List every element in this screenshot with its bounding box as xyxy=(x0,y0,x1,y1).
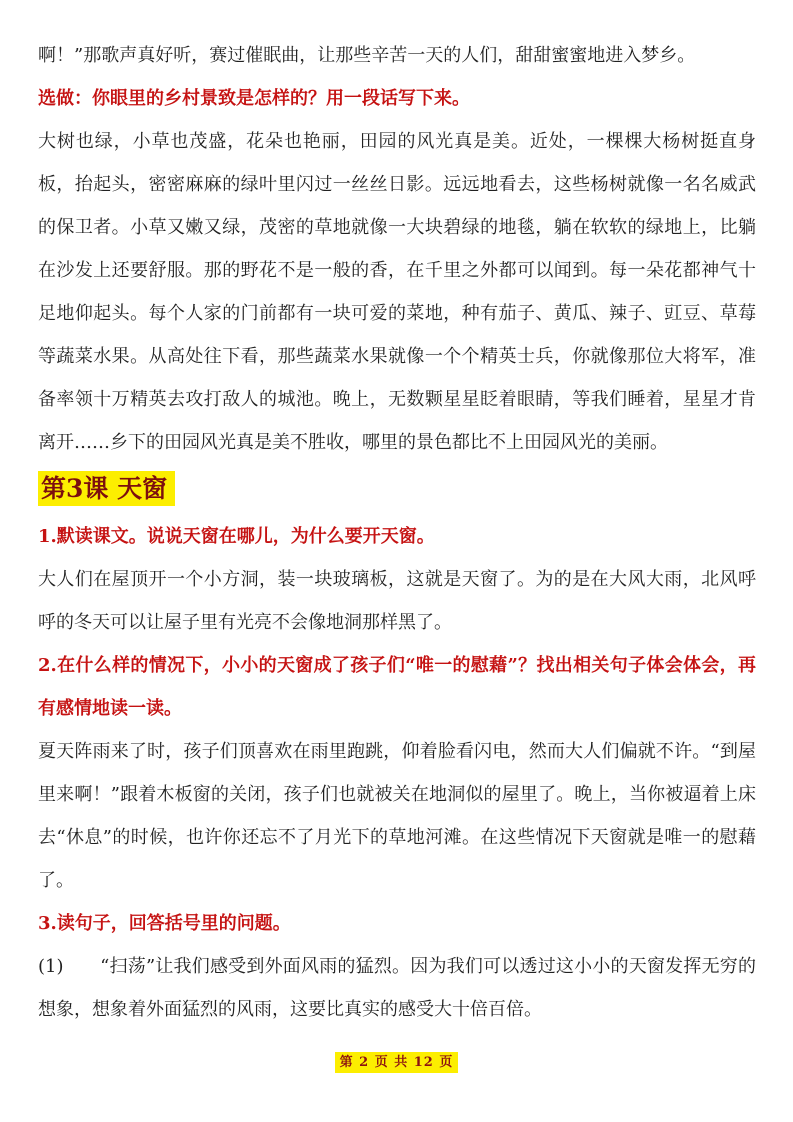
answer-3: (1) “扫荡”让我们感受到外面风雨的猛烈。因为我们可以透过这小小的天窗发挥无穷的想象，想象着外面猛烈的风雨，这要比真实的感受大十倍百倍。 xyxy=(38,956,756,1020)
answer-2: 夏天阵雨来了时，孩子们顶喜欢在雨里跑跳，仰着脸看闪电，然而大人们偏就不许。“到屋里来啊！”跟着木板窗的关闭，孩子们也就被关在地洞似的屋里了。晚上，当你被逼着上床去“休息”的时候，也许你还忘不了月光下的草地河滩。在这些情况下天窗就是唯一的慰藉了。 xyxy=(38,741,756,891)
optional-task-heading: 选做：你眼里的乡村景致是怎样的？用一段话写下来。 xyxy=(38,88,470,109)
village-scenery-answer: 大树也绿，小草也茂盛，花朵也艳丽，田园的风光真是美。近处，一棵棵大杨树挺直身板，抬起头，密密麻麻的绿叶里闪过一丝丝日影。远远地看去，这些杨树就像一名名威武的保卫者。小草又嫩又绿，茂密的草地就像一大块碧绿的地毯，躺在软软的绿地上，比躺在沙发上还要舒服。那的野花不是一般的香，在千里之外都可以闻到。每一朵花都神气十足地仰起头。每个人家的门前都有一块可爱的菜地，种有茄子、黄瓜、辣子、豇豆、草莓等蔬菜水果。从高处往下看，那些蔬菜水果就像一个个精英士兵，你就像那位大将军，准备率领十万精英去攻打敌人的城池。晚上，无数颗星星眨着眼睛，等我们睡着，星星才肯离开……乡下的田园风光真是美不胜收，哪里的景色都比不上田园风光的美丽。 xyxy=(38,131,756,453)
question-2: 2.在什么样的情况下，小小的天窗成了孩子们“唯一的慰藉”？找出相关句子体会体会，再有感情地读一读。 xyxy=(38,655,756,719)
lesson-3-title-row xyxy=(38,467,756,514)
answer-1: 大人们在屋顶开一个小方洞，装一块玻璃板，这就是天窗了。为的是在大风大雨，北风呼呼的冬天可以让屋子里有光亮不会像地洞那样黑了。 xyxy=(38,569,756,633)
page-footer xyxy=(0,1051,793,1070)
page-number-label: 第 2 页 共 12 页 xyxy=(335,1052,459,1073)
lesson-3-title: 第3课 天窗 xyxy=(38,471,175,506)
continuation-paragraph: 啊！”那歌声真好听，赛过催眠曲，让那些辛苦一天的人们，甜甜蜜蜜地进入梦乡。 xyxy=(38,45,696,66)
question-1: 1.默读课文。说说天窗在哪儿，为什么要开天窗。 xyxy=(38,526,435,547)
question-3: 3.读句子，回答括号里的问题。 xyxy=(38,913,291,934)
